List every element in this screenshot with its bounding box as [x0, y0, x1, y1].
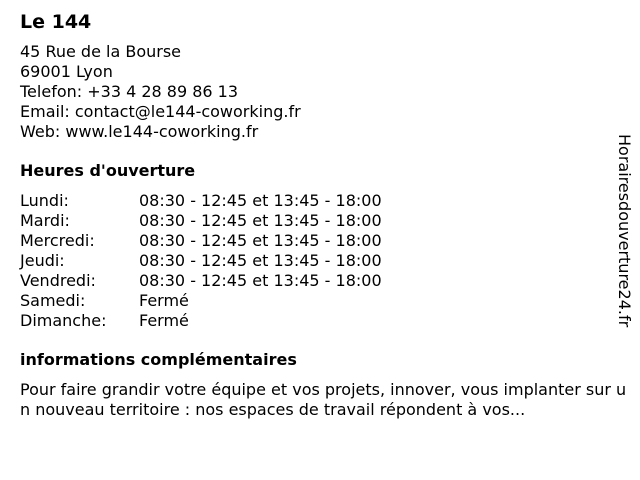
day-hours: 08:30 - 12:45 et 13:45 - 18:00: [139, 231, 382, 250]
site-brand-vertical: Horairesdouverture24.fr: [615, 134, 634, 328]
additional-info-text: Pour faire grandir votre équipe et vos projets, innover, vous implanter sur un nouveau territoire : nos espaces de travail répondent à vos...: [20, 380, 627, 419]
day-label: Dimanche:: [20, 311, 107, 330]
day-hours: Fermé: [139, 291, 189, 310]
place-name: Le 144: [20, 11, 92, 33]
hours-row-friday: [20, 271, 620, 291]
day-label: Mercredi:: [20, 231, 95, 250]
hours-row-sunday: [20, 311, 620, 331]
phone-number: Telefon: +33 4 28 89 86 13: [20, 82, 239, 101]
hours-row-tuesday: [20, 211, 620, 231]
opening-hours-table: [20, 191, 620, 331]
opening-hours-heading: Heures d'ouverture: [20, 161, 196, 180]
address-street: 45 Rue de la Bourse: [20, 42, 181, 61]
contact-block: [20, 42, 620, 142]
email-address: Email: contact@le144-coworking.fr: [20, 102, 301, 121]
day-label: Jeudi:: [20, 251, 65, 270]
day-hours: 08:30 - 12:45 et 13:45 - 18:00: [139, 251, 382, 270]
day-hours: 08:30 - 12:45 et 13:45 - 18:00: [139, 271, 382, 290]
day-hours: 08:30 - 12:45 et 13:45 - 18:00: [139, 211, 382, 230]
day-label: Lundi:: [20, 191, 69, 210]
hours-row-monday: [20, 191, 620, 211]
hours-row-wednesday: [20, 231, 620, 251]
day-label: Vendredi:: [20, 271, 96, 290]
day-label: Samedi:: [20, 291, 86, 310]
day-hours: 08:30 - 12:45 et 13:45 - 18:00: [139, 191, 382, 210]
website-address: Web: www.le144-coworking.fr: [20, 122, 259, 141]
day-hours: Fermé: [139, 311, 189, 330]
address-city: 69001 Lyon: [20, 62, 113, 81]
additional-info-heading: informations complémentaires: [20, 350, 297, 369]
hours-row-thursday: [20, 251, 620, 271]
day-label: Mardi:: [20, 211, 70, 230]
hours-row-saturday: [20, 291, 620, 311]
